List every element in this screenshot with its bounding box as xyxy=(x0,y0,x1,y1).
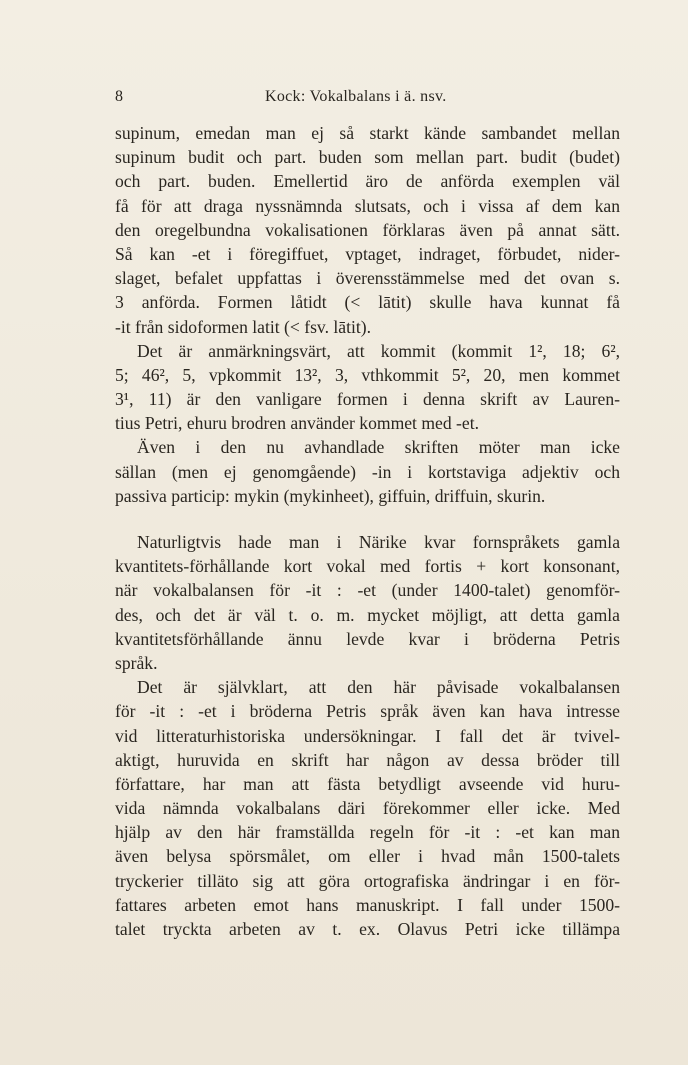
text-line: 3 anförda. Formen låtidt (< lātit) skulle hava kunnat få xyxy=(115,292,620,313)
text-line: författare, har man att fästa betydligt avseende vid huru- xyxy=(115,773,620,794)
text-line: den oregelbundna vokalisationen förklaras även på annat sätt. xyxy=(115,219,620,240)
text-line: des, och det är väl t. o. m. mycket möjligt, att detta gamla xyxy=(115,604,620,625)
text-line: -it från sidoformen latit (< fsv. lātit). xyxy=(115,316,372,337)
text-line: fattares arbeten emot hans manuskript. I fall under 1500- xyxy=(115,894,620,915)
body-text xyxy=(115,121,620,941)
text-line: supinum, emedan man ej så starkt kände sambandet mellan xyxy=(115,123,620,143)
text-line: kvantitets-förhållande kort vokal med fortis + kort konsonant, xyxy=(115,556,620,577)
text-line: när vokalbalansen för -it : -et (under 1400-talet) genomför- xyxy=(115,580,620,601)
text-line: tius Petri, ehuru brodren använder kommet med -et. xyxy=(115,413,479,434)
paragraph xyxy=(115,435,620,508)
text-line: talet tryckta arbeten av t. ex. Olavus Petri icke tillämpa xyxy=(115,919,620,939)
text-line: supinum budit och part. buden som mellan part. budit (budet) xyxy=(115,147,620,168)
text-line: tryckerier tilläto sig att göra ortografiska ändringar i en för- xyxy=(115,870,620,891)
text-line: 5; 46², 5, vpkommit 13², 3, vthkommit 5², 20, men kommet xyxy=(115,364,620,385)
text-line: slaget, befalet uppfattas i överensstämmelse med det ovan s. xyxy=(115,268,620,289)
paragraph xyxy=(115,339,620,436)
section-gap xyxy=(115,508,620,530)
text-line: vida nämnda vokalbalans däri förekommer eller icke. Med xyxy=(115,798,620,819)
text-line: passiva particip: mykin (mykinheet), giffuin, driffuin, skurin. xyxy=(115,485,546,506)
text-line: vid litteraturhistoriska undersökningar. I fall det är tvivel- xyxy=(115,725,620,746)
running-header xyxy=(115,88,620,110)
paragraph xyxy=(115,675,620,941)
text-line: språk. xyxy=(115,652,158,673)
text-line: Det är anmärkningsvärt, att kommit (kommit 1², 18; 6², xyxy=(137,340,620,361)
text-line: och part. buden. Emellertid äro de anförda exemplen väl xyxy=(115,171,620,192)
running-title: Kock: Vokalbalans i ä. nsv. xyxy=(265,88,447,105)
page-number: 8 xyxy=(115,88,123,105)
text-line: få för att draga nyssnämnda slutsats, och i vissa af dem kan xyxy=(115,195,620,216)
text-line: sällan (men ej genomgående) -in i kortstaviga adjektiv och xyxy=(115,461,620,482)
paragraph xyxy=(115,121,620,339)
text-line: även belysa spörsmålet, om eller i hvad mån 1500-talets xyxy=(115,846,620,867)
text-line: Naturligtvis hade man i Närike kvar fornspråkets gamla xyxy=(137,532,620,552)
text-line: hjälp av den här framställda regeln för -it : -et kan man xyxy=(115,822,620,843)
paragraph xyxy=(115,530,620,675)
text-line: kvantitetsförhållande ännu levde kvar i bröderna Petris xyxy=(115,628,620,649)
text-line: aktigt, huruvida en skrift har någon av dessa bröder till xyxy=(115,749,620,770)
text-line: för -it : -et i bröderna Petris språk även kan hava intresse xyxy=(115,701,620,722)
text-line: Det är självklart, att den här påvisade vokalbalansen xyxy=(137,677,620,698)
text-line: 3¹, 11) är den vanligare formen i denna skrift av Lauren- xyxy=(115,389,620,410)
text-line: Så kan -et i föregiffuet, vptaget, indraget, förbudet, nider- xyxy=(115,243,620,264)
text-line: Även i den nu avhandlade skriften möter man icke xyxy=(137,437,620,458)
